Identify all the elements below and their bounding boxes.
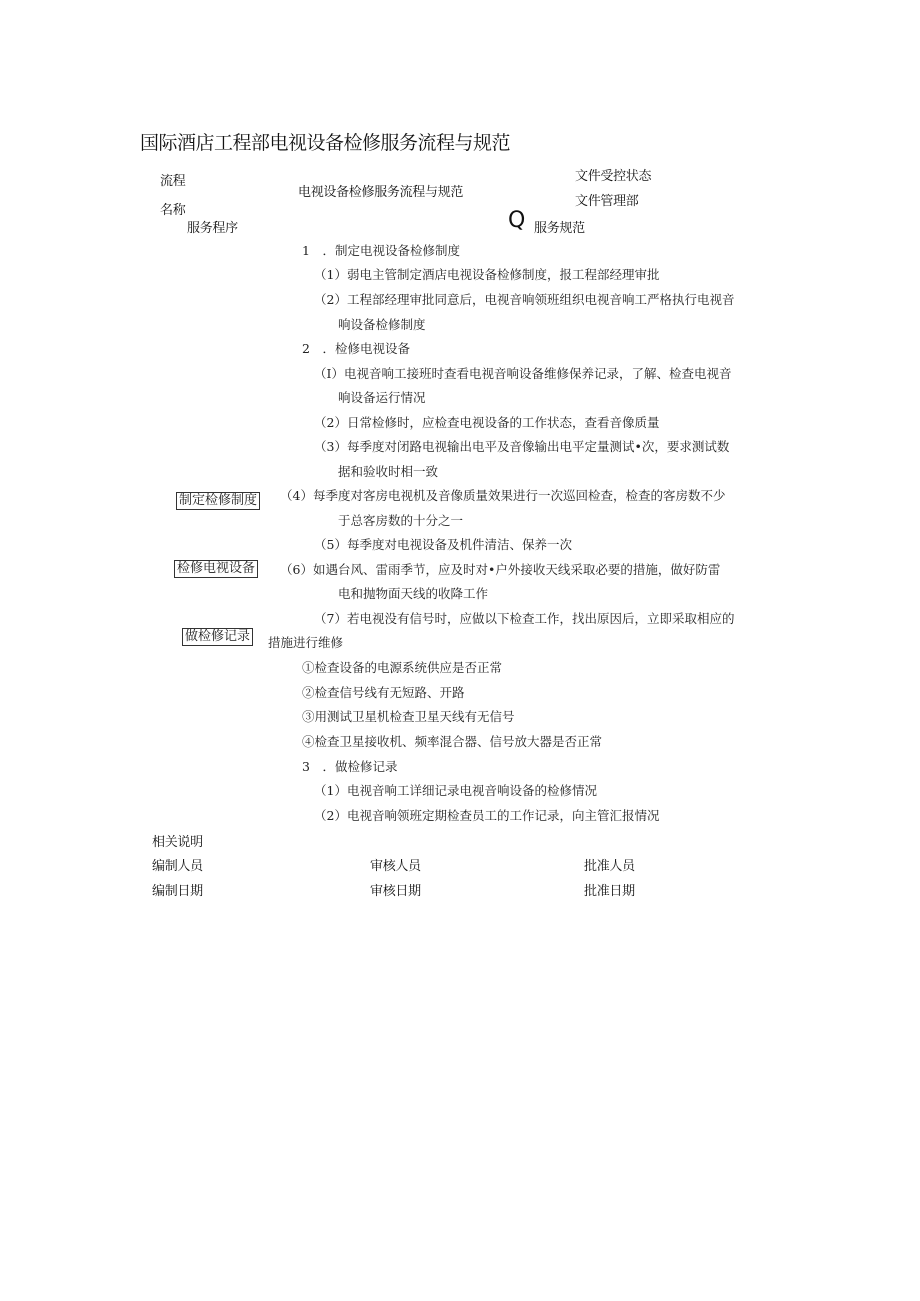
flow-box-inspect-tv: 检修电视设备 — [174, 560, 258, 578]
spec-line: （4）每季度对客房电视机及音像质量效果进行一次巡回检查，检查的客房数不少 — [280, 488, 726, 503]
flow-label-line2: 名称 — [160, 203, 186, 218]
section-3-heading: 3 ．做检修记录 — [302, 759, 398, 774]
spec-line-continuation: 措施进行维修 — [268, 635, 344, 650]
spec-line: （3）每季度对闭路电视输出电平及音像输出电平定量测试•次，要求测试数 — [314, 439, 730, 454]
approved-date-label: 批准日期 — [584, 884, 635, 899]
approved-by-label: 批准人员 — [584, 859, 635, 874]
spec-line-continuation: 于总客房数的十分之一 — [338, 513, 464, 528]
spec-line-continuation: 据和验收时相一致 — [338, 464, 439, 479]
reviewed-by-label: 审核人员 — [370, 859, 421, 874]
spec-line-continuation: 响设备检修制度 — [338, 317, 426, 332]
spec-line: （2）工程部经理审批同意后，电视音响领班组织电视音响工严格执行电视音 — [314, 292, 735, 307]
service-spec-label: 服务规范 — [534, 221, 585, 236]
spec-line: （1）电视音响工详细记录电视音响设备的检修情况 — [314, 783, 597, 798]
check-item: ②检查信号线有无短路、开路 — [302, 685, 465, 700]
service-procedure-label: 服务程序 — [187, 221, 238, 236]
flow-label-line1: 流程 — [160, 174, 186, 189]
q-mark: Q — [508, 208, 526, 233]
check-item: ①检查设备的电源系统供应是否正常 — [302, 660, 503, 675]
spec-line-continuation: 响设备运行情况 — [338, 390, 426, 405]
check-item: ④检查卫星接收机、频率混合器、信号放大器是否正常 — [302, 734, 603, 749]
related-notes-label: 相关说明 — [152, 835, 203, 850]
prepared-by-label: 编制人员 — [152, 859, 203, 874]
control-status-label: 文件受控状态 — [575, 169, 652, 184]
spec-line: （2）日常检修时，应检查电视设备的工作状态，查看音像质量 — [314, 415, 660, 430]
prepared-date-label: 编制日期 — [152, 884, 203, 899]
flow-box-record: 做检修记录 — [182, 628, 253, 646]
spec-line-continuation: 电和抛物面天线的收降工作 — [338, 586, 489, 601]
document-title: 国际酒店工程部电视设备检修服务流程与规范 — [140, 132, 511, 154]
check-item: ③用测试卫星机检查卫星天线有无信号 — [302, 709, 515, 724]
reviewed-date-label: 审核日期 — [370, 884, 421, 899]
spec-line: （I）电视音响工接班时查看电视音响设备维修保养记录，了解、检查电视音 — [314, 366, 732, 381]
spec-line: （1）弱电主管制定酒店电视设备检修制度，报工程部经理审批 — [314, 267, 660, 282]
spec-line: （2）电视音响领班定期检查员工的工作记录，向主管汇报情况 — [314, 808, 660, 823]
flow-box-establish-system: 制定检修制度 — [176, 492, 260, 510]
section-1-heading: 1 ．制定电视设备检修制度 — [302, 243, 460, 258]
spec-line: （5）每季度对电视设备及机件清洁、保养一次 — [314, 537, 572, 552]
spec-line: （7）若电视没有信号时，应做以下检查工作，找出原因后，立即采取相应的 — [314, 611, 735, 626]
section-2-heading: 2 ．检修电视设备 — [302, 341, 410, 356]
management-dept-label: 文件管理部 — [575, 194, 639, 209]
flow-name: 电视设备检修服务流程与规范 — [298, 185, 464, 200]
spec-line: （6）如遇台风、雷雨季节，应及时对•户外接收天线采取必要的措施，做好防雷 — [280, 562, 721, 577]
